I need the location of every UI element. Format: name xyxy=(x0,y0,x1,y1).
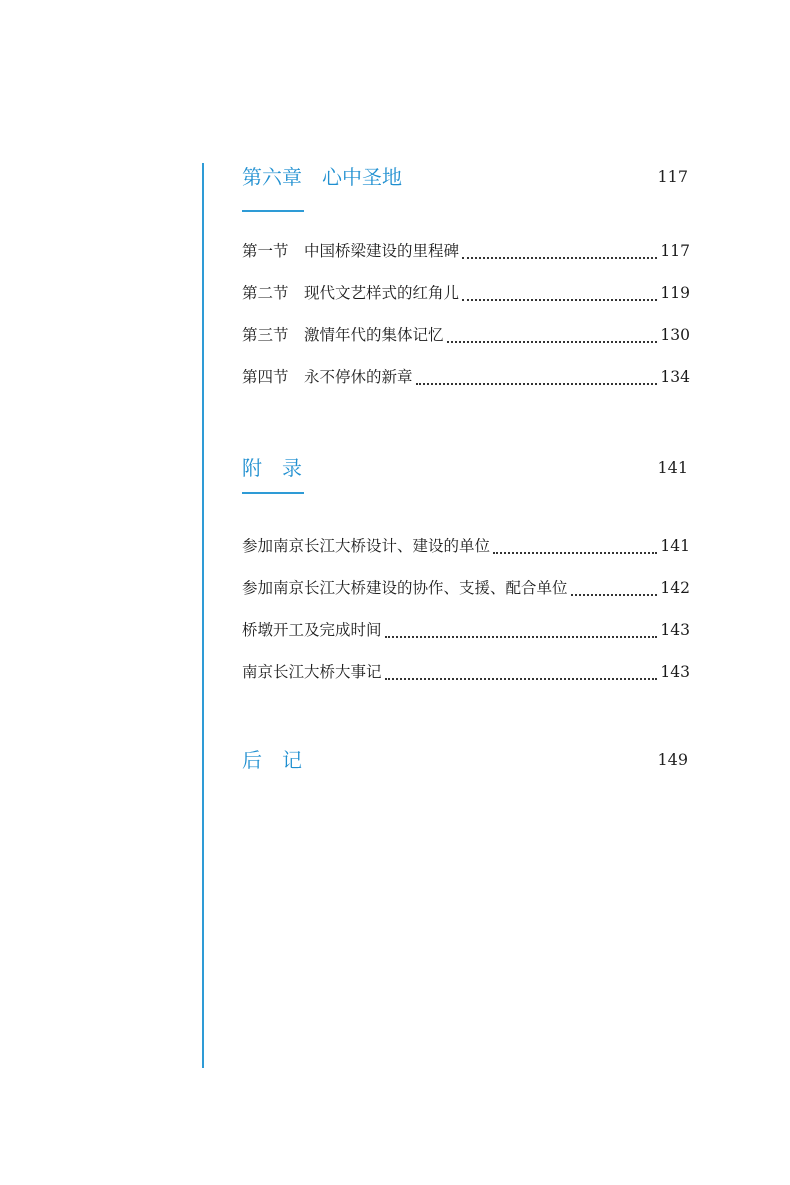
toc-entry-page: 142 xyxy=(660,579,690,597)
toc-entry[interactable] xyxy=(242,240,690,282)
toc-entry-label: 第三节 激情年代的集体记忆 xyxy=(242,326,444,344)
dot-leader xyxy=(462,298,657,301)
toc-entry[interactable] xyxy=(242,282,690,324)
dot-leader xyxy=(385,635,658,638)
toc-entry[interactable] xyxy=(242,366,690,408)
section-title[interactable]: 第六章 心中圣地 xyxy=(242,165,402,189)
toc-entry-list xyxy=(242,535,690,703)
section-page-number: 149 xyxy=(657,750,688,769)
toc-entry-page: 117 xyxy=(660,242,690,260)
section-page-number: 117 xyxy=(657,167,688,186)
toc-entry-page: 130 xyxy=(660,326,690,344)
dot-leader xyxy=(462,256,657,259)
dot-leader xyxy=(493,551,657,554)
section-title[interactable]: 附 录 xyxy=(242,456,302,480)
toc-entry[interactable] xyxy=(242,324,690,366)
section-page-number: 141 xyxy=(657,458,688,477)
toc-entry-label: 第二节 现代文艺样式的红角儿 xyxy=(242,284,460,302)
dot-leader xyxy=(447,340,658,343)
toc-entry[interactable] xyxy=(242,577,690,619)
toc-entry-page: 119 xyxy=(660,284,690,302)
toc-section-chapter-6 xyxy=(242,164,690,386)
toc-entry-label: 第四节 永不停休的新章 xyxy=(242,368,413,386)
dot-leader xyxy=(385,677,658,680)
toc-section-afterword xyxy=(242,747,690,777)
toc-entry[interactable] xyxy=(242,535,690,577)
toc-entry-label: 第一节 中国桥梁建设的里程碑 xyxy=(242,242,460,260)
dot-leader xyxy=(571,593,658,596)
toc-entry[interactable] xyxy=(242,619,690,661)
toc-entry-list xyxy=(242,240,690,408)
dot-leader xyxy=(416,382,658,385)
toc-entry-label: 南京长江大桥大事记 xyxy=(242,663,382,681)
section-heading xyxy=(242,164,690,194)
toc-entry-label: 桥墩开工及完成时间 xyxy=(242,621,382,639)
section-underline xyxy=(242,492,304,494)
toc-entry-page: 143 xyxy=(660,621,690,639)
vertical-rule xyxy=(202,163,204,1068)
toc-entry-page: 143 xyxy=(660,663,690,681)
toc-entry-page: 134 xyxy=(660,368,690,386)
section-heading xyxy=(242,747,690,777)
toc-section-appendix xyxy=(242,455,690,681)
toc-entry-label: 参加南京长江大桥建设的协作、支援、配合单位 xyxy=(242,579,568,597)
section-heading xyxy=(242,455,690,485)
toc-entry[interactable] xyxy=(242,661,690,703)
section-underline xyxy=(242,210,304,212)
toc-entry-label: 参加南京长江大桥设计、建设的单位 xyxy=(242,537,491,555)
toc-entry-page: 141 xyxy=(660,537,690,555)
section-title[interactable]: 后 记 xyxy=(242,748,302,772)
